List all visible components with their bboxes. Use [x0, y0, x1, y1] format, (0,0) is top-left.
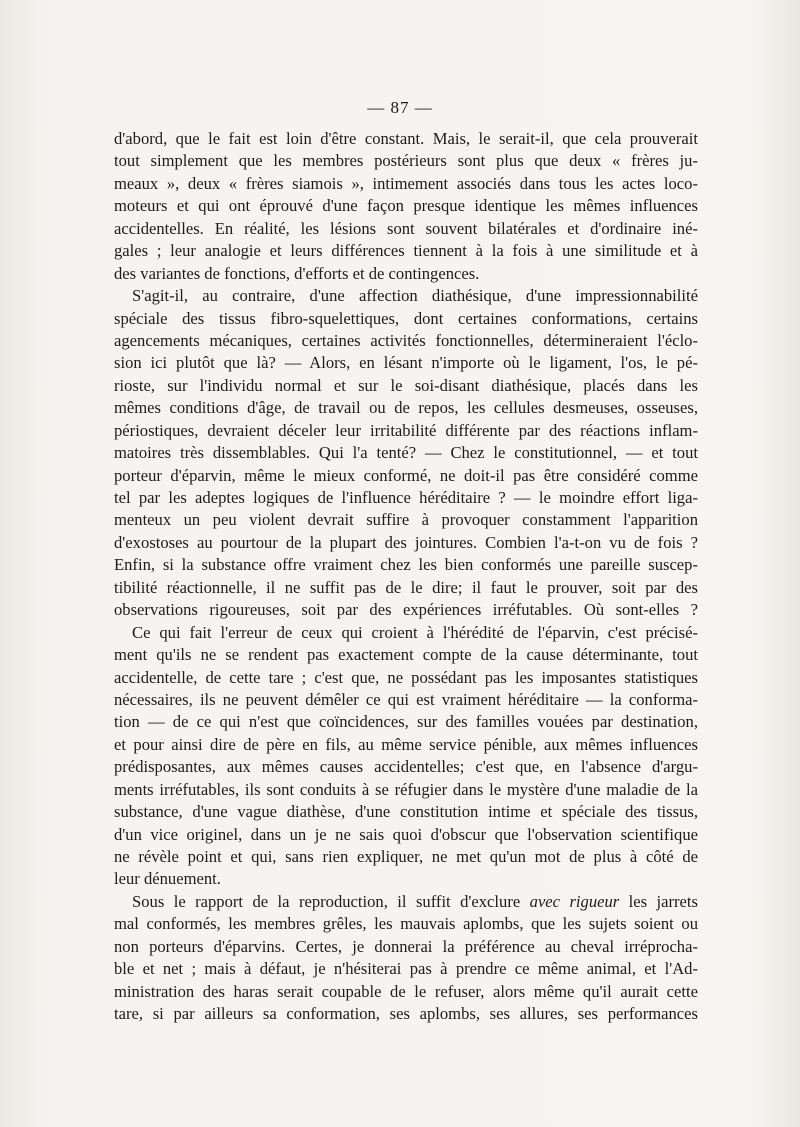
text-line: ble et net ; mais à défaut, je n'hésiterai pas à prendre ce même animal, et l'Ad-	[114, 959, 698, 979]
text-line: moteurs et qui ont éprouvé d'une façon presque identique les mêmes influences	[114, 196, 698, 216]
text-line: des variantes de fonctions, d'efforts et de contingences.	[114, 263, 480, 283]
text-line: périostiques, devraient déceler leur irritabilité différente par des réactions inflam-	[114, 420, 698, 440]
page-number: — 87 —	[367, 98, 433, 117]
text-line: porteur d'éparvin, même le mieux conformé, ne doit-il pas être considéré comme	[114, 465, 698, 485]
text-line: et pour ainsi dire de père en fils, au même service pénible, aux mêmes influences	[114, 734, 698, 754]
text-line: prédisposantes, aux mêmes causes accidentelles; c'est que, en l'absence d'argu-	[114, 757, 698, 777]
text-line: spéciale des tissus fibro-squelettiques, dont certaines conformations, certains	[114, 308, 698, 328]
italic-text: avec rigueur	[529, 891, 620, 911]
text-line: tare, si par ailleurs sa conformation, ses aplombs, ses allures, ses performances	[114, 1004, 698, 1024]
text-line: tibilité réactionnelle, il ne suffit pas de le dire; il faut le prouver, soit par des	[114, 577, 698, 597]
text-line: non porteurs d'éparvins. Certes, je donnerai la préférence au cheval irréprocha-	[114, 936, 698, 956]
text-line: substance, d'une vague diathèse, d'une constitution intime et spéciale des tissus,	[114, 802, 698, 822]
body-text	[114, 128, 698, 1026]
text-line: ne révèle point et qui, sans rien expliquer, ne met qu'un mot de plus à côté de	[114, 847, 698, 866]
text-segment: les jarrets	[619, 891, 698, 911]
text-line: d'abord, que le fait est loin d'être constant. Mais, le serait-il, que cela prouverait	[114, 129, 698, 148]
text-line: menteux un peu violent devrait suffire à provoquer constamment l'apparition	[114, 510, 698, 530]
text-line: tel par les adeptes logiques de l'influence héréditaire ? — le moindre effort liga-	[114, 488, 698, 507]
text-line: agencements mécaniques, certaines activités fonctionnelles, détermineraient l'éclo-	[114, 330, 698, 350]
text-line: accidentelle, de cette tare ; c'est que, ne possédant pas les imposantes statistiques	[114, 667, 698, 687]
text-line: d'exostoses au pourtour de la plupart des jointures. Combien l'a-t-on vu de fois ?	[114, 532, 698, 552]
text-line: tion — de ce qui n'est que coïncidences, sur des familles vouées par destination,	[114, 712, 698, 732]
text-line: gales ; leur analogie et leurs différences tiennent à la fois à une similitude et à	[114, 241, 698, 261]
text-line: meaux », deux « frères siamois », intimement associés dans tous les actes loco-	[114, 173, 698, 193]
text-line: accidentelles. En réalité, les lésions sont souvent bilatérales et d'ordinaire iné-	[114, 218, 698, 238]
text-line: S'agit-il, au contraire, d'une affection diathésique, d'une impressionnabilité	[132, 286, 698, 306]
text-line: ments irréfutables, ils sont conduits à se réfugier dans le mystère d'une maladie de la	[114, 779, 698, 799]
text-line: sion ici plutôt que là? — Alors, en lésant n'importe où le ligament, l'os, le pé-	[114, 353, 698, 373]
text-line: tout simplement que les membres postérieurs sont plus que deux « frères ju-	[114, 151, 698, 171]
text-line	[114, 891, 698, 913]
text-line: matoires très dissemblables. Qui l'a tenté? — Chez le constitutionnel, — et tout	[114, 443, 698, 463]
text-line: ministration des haras serait coupable de le refuser, alors même qu'il aurait cette	[114, 981, 698, 1001]
text-line: rioste, sur l'individu normal et sur le soi-disant diathésique, placés dans les	[114, 375, 698, 395]
text-line: nécessaires, ils ne peuvent démêler ce qui est vraiment héréditaire — la conforma-	[114, 689, 698, 709]
text-line: Enfin, si la substance offre vraiment chez les bien conformés une pareille suscep-	[114, 555, 698, 575]
text-line: d'un vice originel, dans un je ne sais quoi d'obscur que l'observation scientifique	[114, 824, 698, 844]
text-line: mal conformés, les membres grêles, les mauvais aplombs, que les sujets soient ou	[114, 914, 698, 934]
text-line: leur dénuement.	[114, 869, 221, 889]
text-line: mêmes conditions d'âge, de travail ou de repos, les cellules desmeuses, osseuses,	[114, 398, 698, 418]
text-line: Ce qui fait l'erreur de ceux qui croient à l'hérédité de l'éparvin, c'est précisé-	[132, 622, 698, 642]
text-segment: Sous le rapport de la reproduction, il suffit d'exclure	[132, 891, 530, 911]
text-line: observations rigoureuses, soit par des expériences irréfutables. Où sont-elles ?	[114, 600, 698, 620]
text-line: ment qu'ils ne se rendent pas exactement compte de la cause déterminante, tout	[114, 645, 698, 665]
